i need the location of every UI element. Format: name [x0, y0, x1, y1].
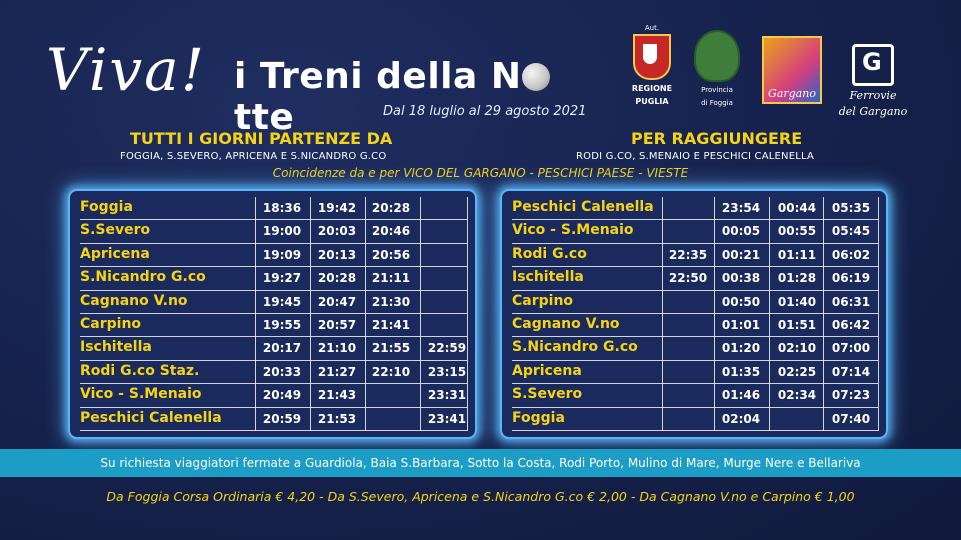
- departure-time: 01:35: [721, 364, 761, 379]
- departure-time: 00:21: [721, 247, 761, 262]
- moon-icon: [522, 63, 550, 91]
- departure-time: 02:25: [777, 364, 817, 379]
- column-divider: [878, 197, 879, 431]
- departure-time: 01:40: [777, 294, 817, 309]
- departure-time: 20:28: [317, 271, 357, 286]
- outbound-timetable: [68, 189, 477, 439]
- table-row: [70, 197, 475, 220]
- fdg-glyph: G: [862, 48, 882, 76]
- departure-time: 19:45: [262, 294, 302, 309]
- request-stops-text: Su richiesta viaggiatori fermate a Guardiola, Baia S.Barbara, Sotto la Costa, Rodi Porto, Mulino di Mare, Murge Nere e Bellariva: [100, 456, 861, 470]
- departure-time: 02:34: [777, 388, 817, 403]
- departure-time: 01:20: [721, 341, 761, 356]
- departure-time: 01:46: [721, 388, 761, 403]
- title-main: [234, 56, 604, 138]
- station-name: S.Severo: [80, 222, 151, 239]
- column-divider: [420, 197, 421, 431]
- departure-time: 20:17: [262, 341, 302, 356]
- title-script: Viva!: [46, 36, 207, 104]
- departure-time: 06:02: [831, 247, 871, 262]
- fdg-mark-icon: [852, 44, 894, 86]
- departure-time: 00:38: [721, 271, 761, 286]
- right-subheading: RODI G.CO, S.MENAIO E PESCHICI CALENELLA: [576, 151, 815, 162]
- departure-time: 07:23: [831, 388, 871, 403]
- logo-regione-line2: PUGLIA: [635, 97, 669, 106]
- departure-time: 19:00: [262, 224, 302, 239]
- logo-provincia-line1: Provincia: [701, 86, 733, 94]
- column-divider: [823, 197, 824, 431]
- departure-time: 21:30: [371, 294, 411, 309]
- column-divider: [714, 197, 715, 431]
- departure-time: 20:46: [371, 224, 411, 239]
- title-main-pre: i Treni della N: [234, 56, 522, 97]
- table-row: [502, 197, 886, 220]
- departure-time: 02:04: [721, 411, 761, 426]
- departure-time: 07:00: [831, 341, 871, 356]
- title-main-post: tte: [234, 97, 295, 138]
- station-name: S.Nicandro G.co: [512, 339, 638, 356]
- departure-time: 20:13: [317, 247, 357, 262]
- departure-time: 20:56: [371, 247, 411, 262]
- logo-ferrovie-gargano: [838, 24, 908, 118]
- sponsor-logos: [630, 24, 910, 118]
- station-name: Cagnano V.no: [512, 316, 620, 332]
- departure-time: 19:27: [262, 271, 302, 286]
- date-range: Dal 18 luglio al 29 agosto 2021: [383, 104, 587, 119]
- station-name: Rodi G.co: [512, 245, 587, 262]
- logo-regione-aut: Aut.: [644, 24, 660, 32]
- table-row: [502, 337, 886, 360]
- departure-time: 01:01: [721, 318, 761, 332]
- departure-time: 22:10: [371, 364, 411, 379]
- departure-time: 20:28: [371, 201, 411, 215]
- table-row: [70, 314, 475, 337]
- departure-time: 19:42: [317, 201, 357, 215]
- departure-time: 23:41: [427, 411, 467, 426]
- row-divider: [80, 430, 467, 431]
- regione-shield-icon: [633, 34, 671, 80]
- departure-time: 01:11: [777, 247, 817, 262]
- departure-time: 06:31: [831, 294, 871, 309]
- station-name: Peschici Calenella: [512, 199, 654, 215]
- station-name: Ischitella: [512, 269, 584, 286]
- station-name: S.Severo: [512, 386, 583, 403]
- departure-time: 21:10: [317, 341, 357, 356]
- column-divider: [769, 197, 770, 431]
- table-row: [502, 220, 886, 243]
- table-row: [70, 361, 475, 384]
- departure-time: 20:49: [262, 388, 302, 403]
- departure-time: 01:28: [777, 271, 817, 286]
- fares-line: Da Foggia Corsa Ordinaria € 4,20 - Da S.Severo, Apricena e S.Nicandro G.co € 2,00 - Da Cagnano V.no e Carpino € 1,00: [106, 489, 855, 504]
- departure-time: 00:44: [777, 201, 817, 215]
- left-subheading: FOGGIA, S.SEVERO, APRICENA E S.NICANDRO G.CO: [120, 151, 387, 162]
- departure-time: 22:35: [668, 247, 708, 262]
- departure-time: 20:03: [317, 224, 357, 239]
- departure-time: 22:50: [668, 271, 708, 286]
- departure-time: 00:05: [721, 224, 761, 239]
- table-row: [70, 384, 475, 407]
- station-name: Foggia: [80, 199, 133, 215]
- request-stops-band: [0, 449, 961, 477]
- departure-time: 20:33: [262, 364, 302, 379]
- table-row: [502, 361, 886, 384]
- station-name: S.Nicandro G.co: [80, 269, 206, 286]
- station-name: Apricena: [512, 362, 582, 379]
- departure-time: 21:27: [317, 364, 357, 379]
- logo-regione-line1: REGIONE: [631, 84, 673, 93]
- departure-time: 20:57: [317, 318, 357, 332]
- table-row: [70, 267, 475, 290]
- departure-time: 23:54: [721, 201, 761, 215]
- table-row: [70, 337, 475, 360]
- departure-time: 23:15: [427, 364, 467, 379]
- departure-time: 07:14: [831, 364, 871, 379]
- departure-time: 23:31: [427, 388, 467, 403]
- table-row: [70, 244, 475, 267]
- departure-time: 19:09: [262, 247, 302, 262]
- station-name: Vico - S.Menaio: [512, 222, 634, 239]
- departure-time: 00:55: [777, 224, 817, 239]
- departure-time: 21:55: [371, 341, 411, 356]
- table-row: [502, 291, 886, 314]
- departure-time: 06:19: [831, 271, 871, 286]
- table-row: [502, 314, 886, 337]
- departure-time: 20:59: [262, 411, 302, 426]
- column-divider: [310, 197, 311, 431]
- station-name: Carpino: [512, 292, 574, 309]
- departure-time: 21:11: [371, 271, 411, 286]
- column-divider: [255, 197, 256, 431]
- logo-gargano: [760, 24, 824, 100]
- logo-regione-puglia: [630, 24, 674, 106]
- table-row: [502, 408, 886, 431]
- right-heading: PER RAGGIUNGERE: [631, 129, 803, 148]
- table-row: [502, 384, 886, 407]
- station-name: Ischitella: [80, 339, 152, 356]
- table-row: [502, 244, 886, 267]
- departure-time: 18:36: [262, 201, 302, 215]
- table-row: [502, 267, 886, 290]
- departure-time: 00:50: [721, 294, 761, 309]
- departure-time: 06:42: [831, 318, 871, 332]
- departure-time: 02:10: [777, 341, 817, 356]
- table-row: [70, 408, 475, 431]
- provincia-crest-icon: [694, 30, 740, 82]
- station-name: Apricena: [80, 245, 150, 262]
- column-divider: [467, 197, 468, 431]
- logo-fdg-line2: del Gargano: [838, 105, 908, 118]
- coincidenze-note: Coincidenze da e per VICO DEL GARGANO - PESCHICI PAESE - VIESTE: [272, 166, 689, 180]
- left-heading: TUTTI I GIORNI PARTENZE DA: [130, 129, 393, 148]
- departure-time: 07:40: [831, 411, 871, 426]
- inbound-timetable: [500, 189, 888, 439]
- departure-time: 19:55: [262, 318, 302, 332]
- departure-time: 05:45: [831, 224, 871, 239]
- column-divider: [365, 197, 366, 431]
- station-name: Foggia: [512, 409, 565, 426]
- table-row: [70, 291, 475, 314]
- departure-time: 21:41: [371, 318, 411, 332]
- departure-time: 21:53: [317, 411, 357, 426]
- logo-provincia-line2: di Foggia: [701, 99, 733, 107]
- logo-fdg-line1: Ferrovie: [849, 89, 897, 102]
- departure-time: 21:43: [317, 388, 357, 403]
- logo-provincia-foggia: [692, 24, 742, 108]
- departure-time: 01:51: [777, 318, 817, 332]
- station-name: Vico - S.Menaio: [80, 386, 202, 403]
- station-name: Peschici Calenella: [80, 409, 222, 426]
- departure-time: 22:59: [427, 341, 467, 356]
- logo-gargano-text: Gargano: [768, 87, 816, 100]
- station-name: Cagnano V.no: [80, 292, 188, 309]
- departure-time: 05:35: [831, 201, 871, 215]
- station-name: Carpino: [80, 316, 142, 332]
- table-row: [70, 220, 475, 243]
- station-name: Rodi G.co Staz.: [80, 362, 200, 379]
- column-divider: [662, 197, 663, 431]
- departure-time: 20:47: [317, 294, 357, 309]
